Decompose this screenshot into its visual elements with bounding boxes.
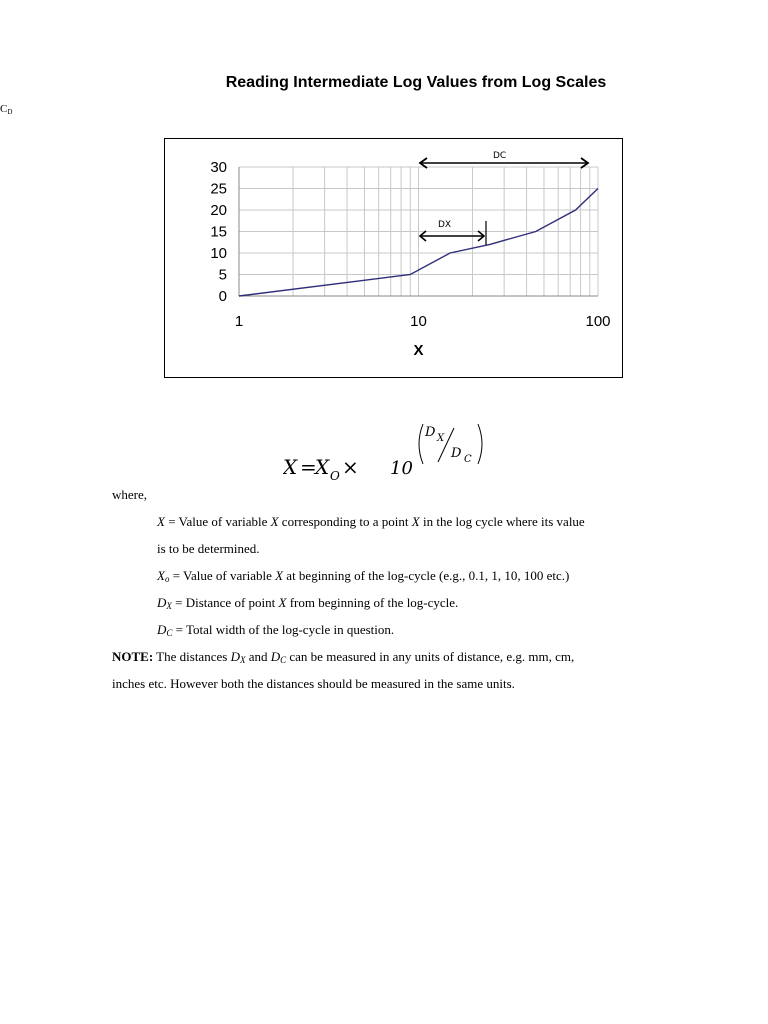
formula-dx: D [425, 425, 436, 440]
definition-xo: $X_o$ = Value of variable X at beginning of the log-cycle (e.g., 0.1, 1, 10, 100 etc.) [157, 568, 570, 584]
formula-lhs: X [283, 455, 298, 479]
definition-dx: $D_X$ = Distance of point X from beginning of the log-cycle. [157, 595, 459, 611]
definition-x: X = Value of variable X corresponding to a point X in the log cycle where its value [157, 514, 585, 529]
x-tick-label: 1 [234, 313, 244, 330]
corner-label: $C_D$ [0, 103, 13, 116]
formula [283, 418, 503, 488]
formula-dc-sub: C [464, 454, 472, 465]
definition-x-continued: is to be determined. [157, 541, 260, 556]
y-tick-label: 20 [210, 202, 227, 219]
x-axis-label: X [413, 342, 424, 359]
chart-grid [239, 167, 598, 296]
log-scale-chart [165, 139, 622, 377]
note-line-1: NOTE: The distances $D_X$ and $D_C$ can be measured in any units of distance, e.g. mm, cm, [112, 649, 575, 665]
x-tick-label: 100 [585, 313, 611, 330]
chart-frame [164, 138, 623, 378]
where-label: where, [112, 487, 148, 502]
formula-times: × [342, 455, 359, 479]
formula-ten: 10 [390, 458, 413, 479]
formula-equals: = [300, 455, 317, 479]
definition-dc: $D_C$ = Total width of the log-cycle in question. [157, 622, 395, 638]
dx-label: DX [438, 220, 452, 230]
formula-dc: D [451, 446, 462, 461]
page-title: Reading Intermediate Log Values from Log Scales [225, 74, 607, 91]
x-tick-label: 10 [410, 313, 427, 330]
formula-dx-sub: X [437, 433, 445, 444]
y-tick-label: 15 [210, 223, 227, 241]
formula-xo-sub: O [330, 469, 340, 483]
y-tick-label: 5 [218, 266, 227, 284]
y-tick-label: 25 [210, 180, 227, 198]
dc-label: DC [493, 151, 507, 161]
note-line-2: inches etc. However both the distances should be measured in the same units. [112, 676, 515, 691]
y-tick-label: 0 [218, 288, 227, 305]
y-tick-label: 10 [210, 245, 227, 262]
formula-right-paren [478, 424, 482, 464]
formula-xo: X [315, 455, 330, 479]
y-tick-label: 30 [210, 159, 227, 176]
formula-left-paren [419, 424, 423, 464]
